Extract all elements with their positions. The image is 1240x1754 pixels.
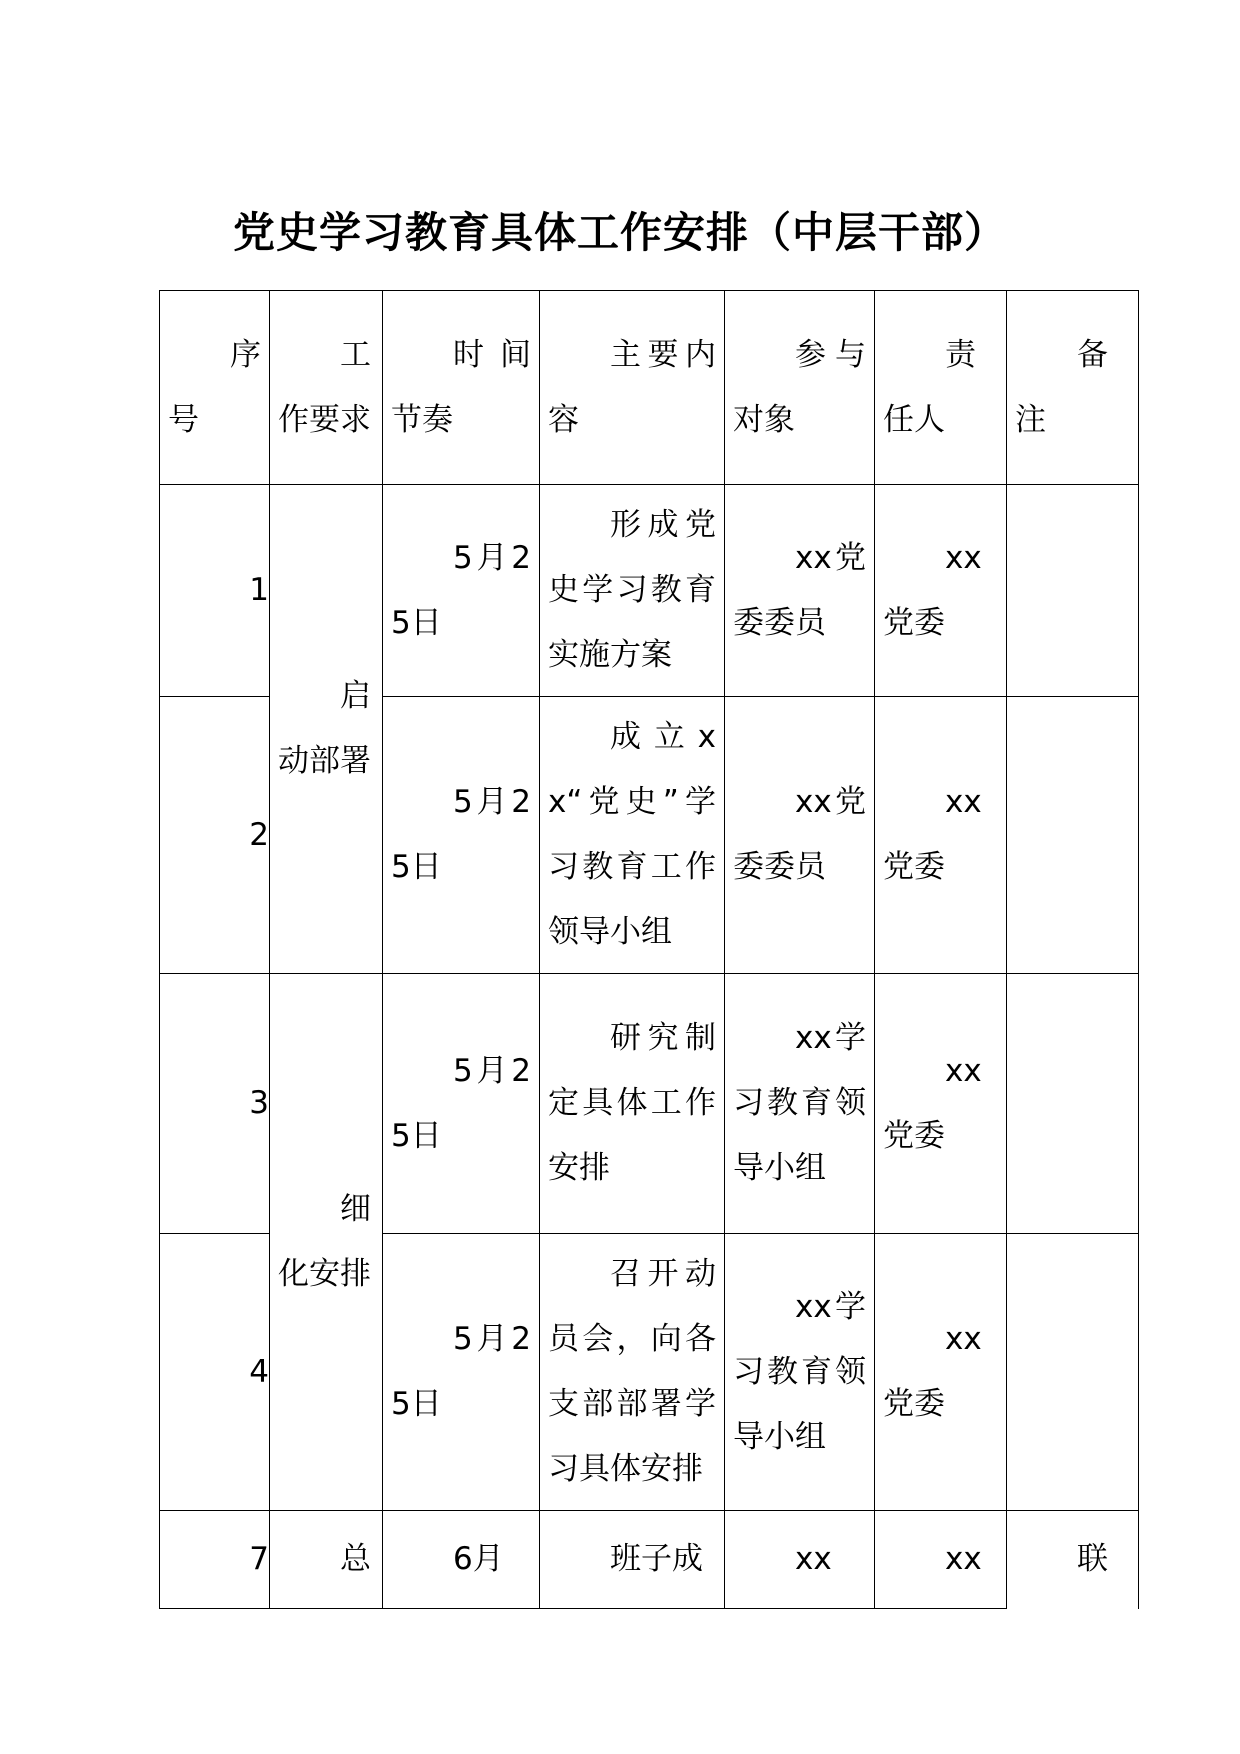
- content-cell: 班子成: [540, 1511, 725, 1609]
- note-cell: 联: [1007, 1511, 1139, 1609]
- content-cell: 成立xx“党史”学习教育工作领导小组: [540, 697, 725, 974]
- document-title: 党史学习教育具体工作安排（中层干部）: [232, 208, 1007, 257]
- table-row: [160, 1511, 1139, 1609]
- time-cell: 6月: [383, 1511, 540, 1609]
- header-remarks: 备注: [1007, 291, 1139, 485]
- header-main-content: 主要内容: [540, 291, 725, 485]
- time-cell: 5月25日: [383, 697, 540, 974]
- header-participants: 参与对象: [725, 291, 875, 485]
- header-serial-number: 序号: [160, 291, 270, 485]
- content-cell: 研究制定具体工作安排: [540, 974, 725, 1234]
- note-cell: [1007, 485, 1139, 697]
- row-number: 4: [160, 1234, 270, 1511]
- note-cell: [1007, 974, 1139, 1234]
- note-cell: [1007, 697, 1139, 974]
- work-schedule-table: [159, 290, 1139, 1609]
- table-row: [160, 485, 1139, 697]
- owner-cell: xx党委: [875, 485, 1007, 697]
- header-time-schedule: 时间节奏: [383, 291, 540, 485]
- time-cell: 5月25日: [383, 1234, 540, 1511]
- owner-cell: xx党委: [875, 1234, 1007, 1511]
- row-number: 7: [160, 1511, 270, 1609]
- row-number: 1: [160, 485, 270, 697]
- stage-cell: 启动部署: [270, 485, 383, 974]
- owner-cell: xx: [875, 1511, 1007, 1609]
- stage-cell: 细化安排: [270, 974, 383, 1511]
- participants-cell: xx: [725, 1511, 875, 1609]
- note-cell: [1007, 1234, 1139, 1511]
- owner-cell: xx党委: [875, 697, 1007, 974]
- header-work-requirement: 工作要求: [270, 291, 383, 485]
- header-responsible-party: 责任人: [875, 291, 1007, 485]
- stage-cell: 总: [270, 1511, 383, 1609]
- owner-cell: xx党委: [875, 974, 1007, 1234]
- table-header-row: [160, 291, 1139, 485]
- row-number: 2: [160, 697, 270, 974]
- participants-cell: xx党委委员: [725, 697, 875, 974]
- time-cell: 5月25日: [383, 974, 540, 1234]
- content-cell: 召开动员会，向各支部部署学习具体安排: [540, 1234, 725, 1511]
- participants-cell: xx党委委员: [725, 485, 875, 697]
- time-cell: 5月25日: [383, 485, 540, 697]
- row-number: 3: [160, 974, 270, 1234]
- table-row: [160, 974, 1139, 1234]
- content-cell: 形成党史学习教育实施方案: [540, 485, 725, 697]
- participants-cell: xx学习教育领导小组: [725, 1234, 875, 1511]
- participants-cell: xx学习教育领导小组: [725, 974, 875, 1234]
